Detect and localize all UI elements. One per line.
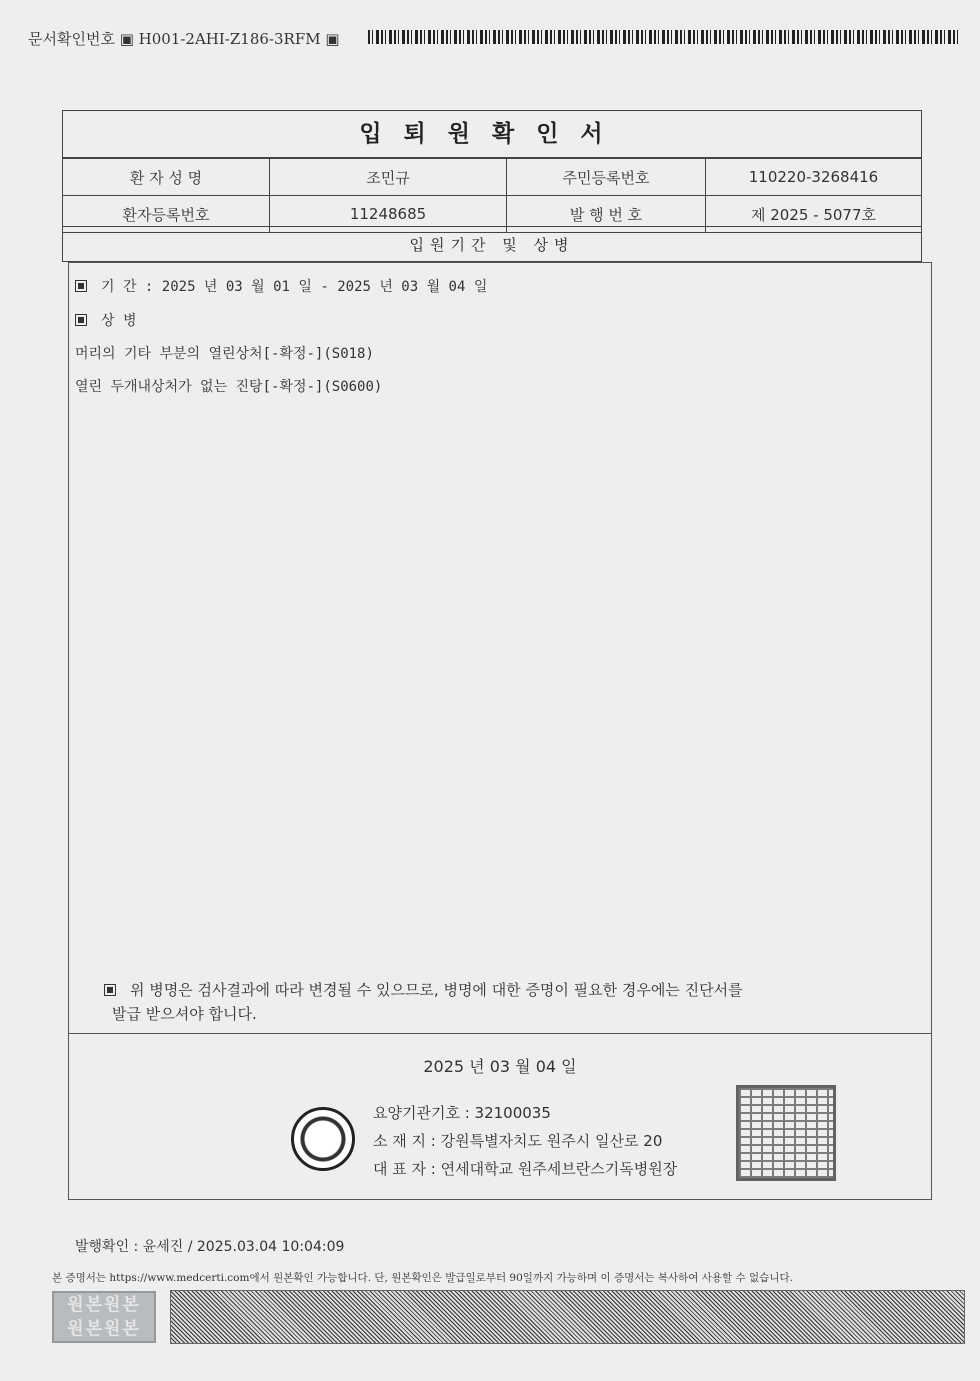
issue-no-label: 발 행 번 호 (507, 196, 706, 233)
section-title: 입원기간 및 상병 (62, 226, 922, 262)
page-title: 입퇴원확인서 (62, 110, 922, 158)
notice-line-1: 위 병명은 검사결과에 따라 변경될 수 있으므로, 병명에 대한 증명이 필요한 경우에는 진단서를 (130, 981, 743, 999)
original-mark (52, 1291, 156, 1343)
security-pattern-icon (170, 1290, 965, 1344)
institution-representative: 대 표 자 : 연세대학교 원주세브란스기독병원장 (373, 1160, 678, 1178)
original-mark-line-2: 원본원본 (67, 1319, 141, 1339)
institution-address: 소 재 지 : 강원특별자치도 원주시 일산로 20 (373, 1132, 663, 1150)
notice (104, 978, 864, 1026)
name-value: 조민규 (270, 159, 507, 196)
issue-date: 2025 년 03 월 04 일 (423, 1057, 577, 1076)
id-label: 주민등록번호 (507, 159, 706, 196)
notice-line-2: 발급 받으셔야 합니다. (112, 1005, 257, 1023)
patient-info-table (62, 158, 922, 233)
original-mark-line-1: 원본원본 (67, 1295, 141, 1315)
issuer-info: 발행확인 : 윤세진 / 2025.03.04 10:04:09 (75, 1239, 345, 1255)
diagnosis-label: 상 병 (101, 313, 137, 329)
diagnosis-item-1: 머리의 기타 부분의 열린상처[-확정-](S018) (75, 346, 374, 362)
institution-code: 요양기관기호 : 32100035 (373, 1104, 551, 1122)
divider (68, 1033, 932, 1034)
reg-value: 11248685 (270, 196, 507, 233)
reg-label: 환자등록번호 (63, 196, 270, 233)
id-value: 110220-3268416 (706, 159, 922, 196)
square-bullet-icon (75, 280, 87, 292)
diagnosis-row (75, 310, 136, 330)
barcode-icon (368, 30, 960, 44)
name-label: 환 자 성 명 (63, 159, 270, 196)
issue-no-value: 제 2025 - 5077호 (706, 196, 922, 233)
period-row (75, 276, 487, 296)
square-bullet-icon (75, 314, 87, 326)
period-label: 기 간 (101, 279, 137, 295)
document-confirmation-number: 문서확인번호 ▣ H001-2AHI-Z186-3RFM ▣ (28, 30, 340, 48)
university-seal-icon (291, 1107, 355, 1171)
verification-note: 본 증명서는 https://www.medcerti.com에서 원본확인 가능합니다. 단, 원본확인은 발급일로부터 90일까지 가능하며 이 증명서는 복사하여 사용할 수 없습니다. (52, 1272, 793, 1284)
official-stamp-icon (736, 1085, 836, 1181)
square-bullet-icon (104, 984, 116, 996)
diagnosis-item-2: 열린 두개내상처가 없는 진탕[-확정-](S0600) (75, 379, 383, 395)
period-value: : 2025 년 03 월 01 일 - 2025 년 03 월 04 일 (144, 279, 488, 295)
